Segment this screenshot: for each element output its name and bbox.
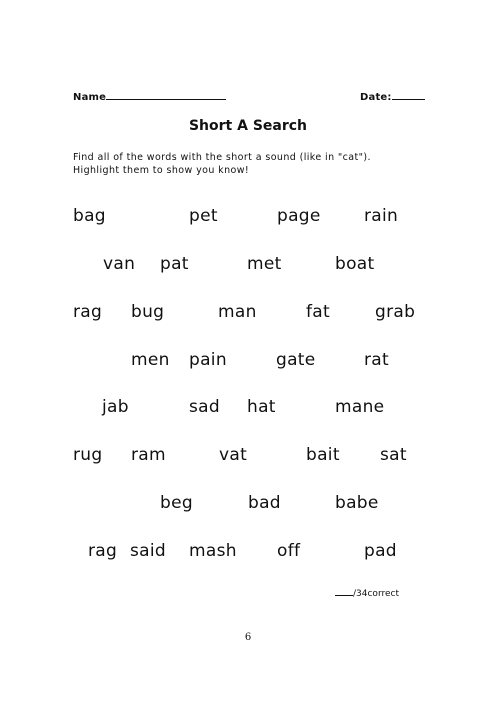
word-men[interactable]: men <box>131 350 170 370</box>
word-van[interactable]: van <box>103 254 136 274</box>
worksheet-title: Short A Search <box>188 118 308 134</box>
word-said[interactable]: said <box>130 541 166 561</box>
word-rag-2[interactable]: rag <box>88 541 118 561</box>
page-number: 6 <box>244 632 252 643</box>
word-man[interactable]: man <box>218 302 257 322</box>
word-rug[interactable]: rug <box>73 445 103 465</box>
word-vat[interactable]: vat <box>219 445 248 465</box>
word-jab[interactable]: jab <box>102 397 129 417</box>
word-rain[interactable]: rain <box>364 206 399 226</box>
word-rag[interactable]: rag <box>73 302 103 322</box>
word-pain[interactable]: pain <box>189 350 227 370</box>
name-field <box>73 90 226 103</box>
date-field <box>360 90 425 103</box>
word-bug[interactable]: bug <box>131 302 165 322</box>
word-mane[interactable]: mane <box>335 397 385 417</box>
name-label: Name <box>73 92 107 103</box>
word-beg[interactable]: beg <box>160 493 193 513</box>
score-suffix: /34correct <box>353 589 399 599</box>
word-bad[interactable]: bad <box>248 493 281 513</box>
instructions-line-2: Highlight them to show you know! <box>73 165 250 176</box>
word-hat[interactable]: hat <box>247 397 276 417</box>
word-sat[interactable]: sat <box>380 445 407 465</box>
score-blank[interactable] <box>335 587 353 596</box>
name-blank[interactable] <box>106 90 226 100</box>
word-pet[interactable]: pet <box>189 206 218 226</box>
instructions-line-1: Find all of the words with the short a sound (like in "cat"). <box>73 152 371 163</box>
word-sad[interactable]: sad <box>189 397 220 417</box>
word-pat[interactable]: pat <box>160 254 189 274</box>
word-bag[interactable]: bag <box>73 206 106 226</box>
word-off[interactable]: off <box>277 541 301 561</box>
word-boat[interactable]: boat <box>335 254 375 274</box>
date-blank[interactable] <box>392 90 425 100</box>
word-gate[interactable]: gate <box>276 350 316 370</box>
word-pad[interactable]: pad <box>364 541 397 561</box>
word-grab[interactable]: grab <box>375 302 416 322</box>
word-babe[interactable]: babe <box>335 493 379 513</box>
word-fat[interactable]: fat <box>306 302 330 322</box>
word-page[interactable]: page <box>277 206 321 226</box>
date-label: Date: <box>360 92 392 103</box>
word-rat[interactable]: rat <box>364 350 389 370</box>
word-ram[interactable]: ram <box>131 445 166 465</box>
word-mash[interactable]: mash <box>189 541 237 561</box>
word-bait[interactable]: bait <box>306 445 340 465</box>
score-line <box>335 587 399 599</box>
word-met[interactable]: met <box>247 254 282 274</box>
